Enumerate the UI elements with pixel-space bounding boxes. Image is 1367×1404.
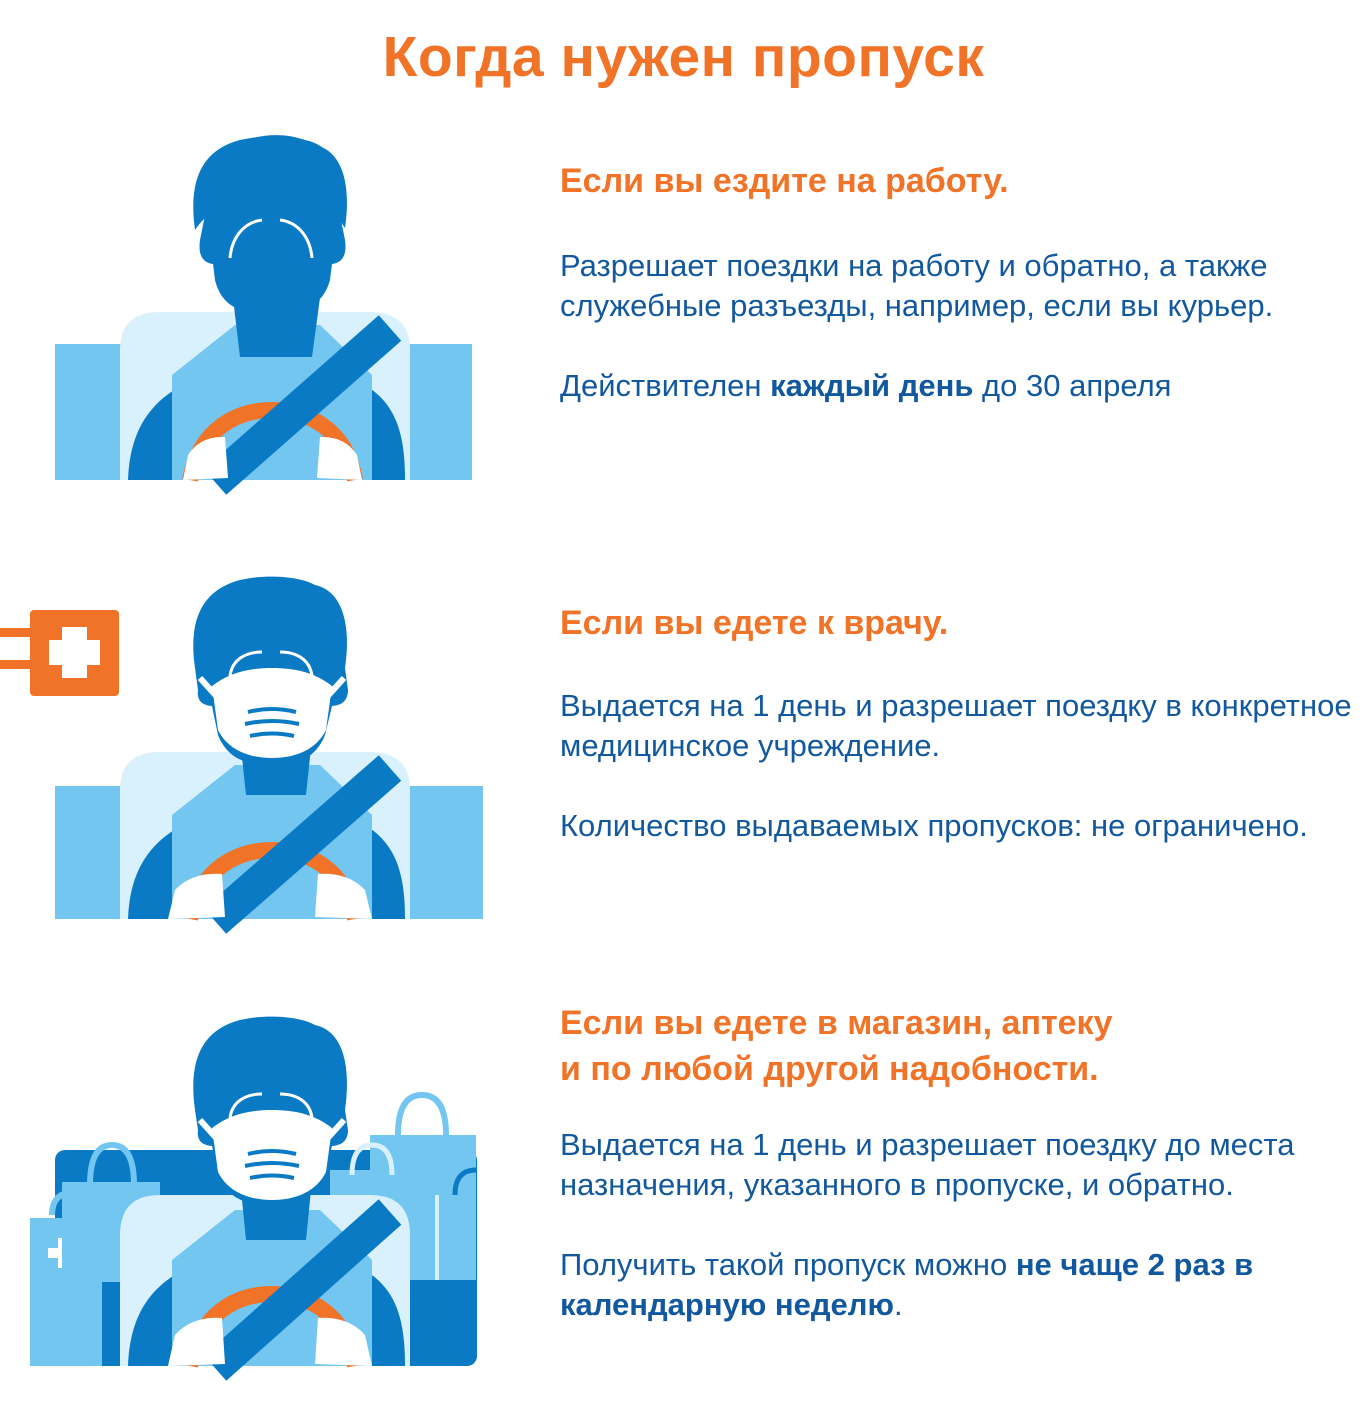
section-limit: Получить такой пропуск можно не чаще 2 раз в календарную неделю.	[560, 1247, 1254, 1322]
section-description: Разрешает поездки на работу и обратно, а также служебные разъезды, например, если вы курьер.	[560, 248, 1274, 323]
section-heading-line2: и по любой другой надобности.	[560, 1050, 1099, 1088]
section-description: Выдается на 1 день и разрешает поездку до места назначения, указанного в пропуске, и обратно.	[560, 1127, 1295, 1202]
section-limit: Количество выдаваемых пропусков: не ограничено.	[560, 808, 1308, 843]
section-description: Выдается на 1 день и разрешает поездку в конкретное медицинское учреждение.	[560, 688, 1352, 763]
section-heading: Если вы едете в магазин, аптеку	[560, 1004, 1113, 1042]
section-heading: Если вы едете к врачу.	[560, 604, 949, 642]
section-heading: Если вы ездите на работу.	[560, 162, 1009, 200]
section-validity: Действителен каждый день до 30 апреля	[560, 368, 1172, 403]
driver-with-mask-icon	[0, 0, 500, 1404]
page-title: Когда нужен пропуск	[382, 25, 985, 89]
